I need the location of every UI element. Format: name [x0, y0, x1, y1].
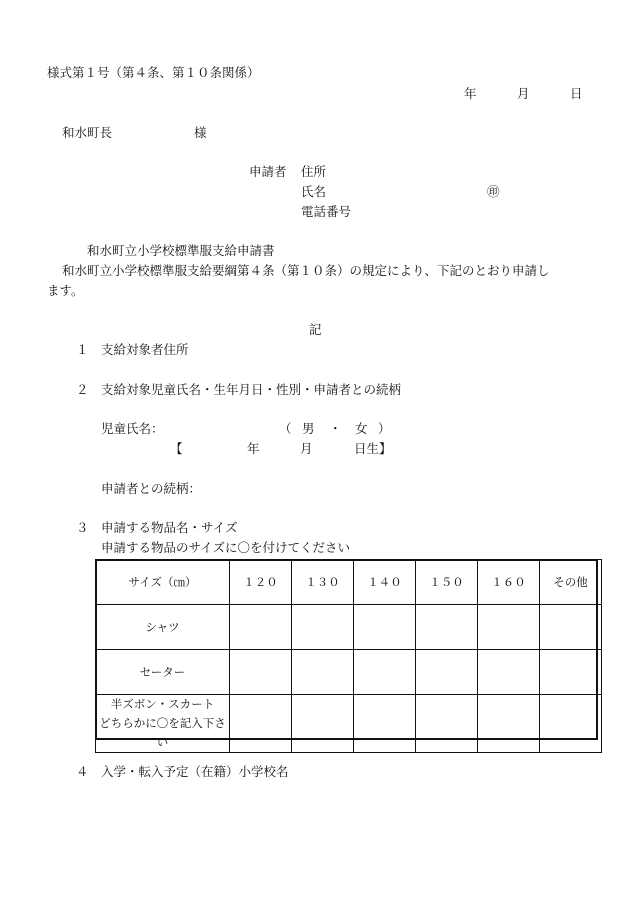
child-name-label: 児童氏名：: [101, 421, 164, 436]
applicant-address-label: 住所: [301, 164, 327, 179]
header-size-150: １５０: [416, 560, 478, 605]
body-line-2: ます。: [47, 283, 84, 298]
item1-number: １: [76, 342, 89, 357]
date-day-label: 日: [570, 86, 583, 101]
header-size-label: サイズ（㎝）: [96, 560, 230, 605]
size-cell[interactable]: [292, 650, 354, 695]
item3-number: ３: [76, 520, 89, 535]
item4-number: ４: [76, 764, 89, 779]
ki-heading: 記: [309, 322, 322, 337]
birth-year-label: 年: [247, 441, 260, 456]
applicant-label: 申請者: [249, 164, 287, 179]
table-row: [96, 650, 602, 695]
size-table: [95, 559, 602, 753]
size-cell[interactable]: [292, 695, 354, 753]
size-cell[interactable]: [230, 695, 292, 753]
size-cell[interactable]: [478, 695, 540, 753]
size-cell[interactable]: [540, 650, 602, 695]
addressee-name: 和水町長: [62, 125, 113, 140]
table-row: [96, 695, 602, 753]
size-cell[interactable]: [230, 605, 292, 650]
size-cell[interactable]: [416, 650, 478, 695]
size-cell[interactable]: [540, 695, 602, 753]
row-label-shirt: シャツ: [96, 605, 230, 650]
body-line-1: 和水町立小学校標準服支給要綱第４条（第１０条）の規定により、下記のとおり申請し: [62, 263, 550, 278]
size-cell[interactable]: [478, 650, 540, 695]
row-label-sweater: セーター: [96, 650, 230, 695]
row-label-shorts-skirt: [96, 695, 230, 753]
item1-label: 支給対象者住所: [101, 342, 189, 357]
size-cell[interactable]: [416, 605, 478, 650]
header-size-160: １６０: [478, 560, 540, 605]
seal-mark: ㊞: [487, 184, 500, 199]
header-size-other: その他: [540, 560, 602, 605]
item3-label: 申請する物品名・サイズ: [101, 520, 238, 535]
gender-open-paren: （: [279, 421, 292, 436]
birth-month-label: 月: [300, 441, 313, 456]
header-size-120: １２０: [230, 560, 292, 605]
form-number: 様式第１号（第４条、第１０条関係）: [47, 65, 260, 80]
gender-female: 女: [355, 421, 368, 436]
document-title: 和水町立小学校標準服支給申請書: [87, 243, 275, 258]
date-month-label: 月: [517, 86, 530, 101]
size-cell[interactable]: [292, 605, 354, 650]
size-cell[interactable]: [354, 650, 416, 695]
birth-day-label: 日生】: [354, 441, 392, 456]
size-cell[interactable]: [230, 650, 292, 695]
gender-close-paren: ）: [378, 421, 391, 436]
date-year-label: 年: [464, 86, 477, 101]
gender-male: 男: [302, 421, 315, 436]
table-header-row: [96, 560, 602, 605]
applicant-name-label: 氏名: [301, 184, 327, 199]
relation-label: 申請者との続柄：: [101, 481, 202, 496]
item2-label: 支給対象児童氏名・生年月日・性別・申請者との続柄: [101, 382, 402, 397]
item3-instruction: 申請する物品のサイズに〇を付けてください: [101, 540, 351, 555]
row-label-shorts-skirt-text: 半ズボン・スカート: [110, 697, 215, 711]
size-cell[interactable]: [478, 605, 540, 650]
size-cell[interactable]: [354, 605, 416, 650]
size-cell[interactable]: [540, 605, 602, 650]
applicant-phone-label: 電話番号: [301, 204, 352, 219]
item4-label: 入学・転入予定（在籍）小学校名: [101, 764, 289, 779]
size-cell[interactable]: [354, 695, 416, 753]
table-row: [96, 605, 602, 650]
size-cell[interactable]: [416, 695, 478, 753]
header-size-140: １４０: [354, 560, 416, 605]
gender-separator: ・: [329, 421, 342, 436]
header-size-130: １３０: [292, 560, 354, 605]
birthdate-open-bracket: 【: [170, 441, 183, 456]
item2-number: ２: [76, 382, 89, 397]
row-label-shorts-skirt-note: どちらかに〇を記入下さい: [99, 716, 226, 749]
addressee-honorific: 様: [194, 125, 207, 140]
